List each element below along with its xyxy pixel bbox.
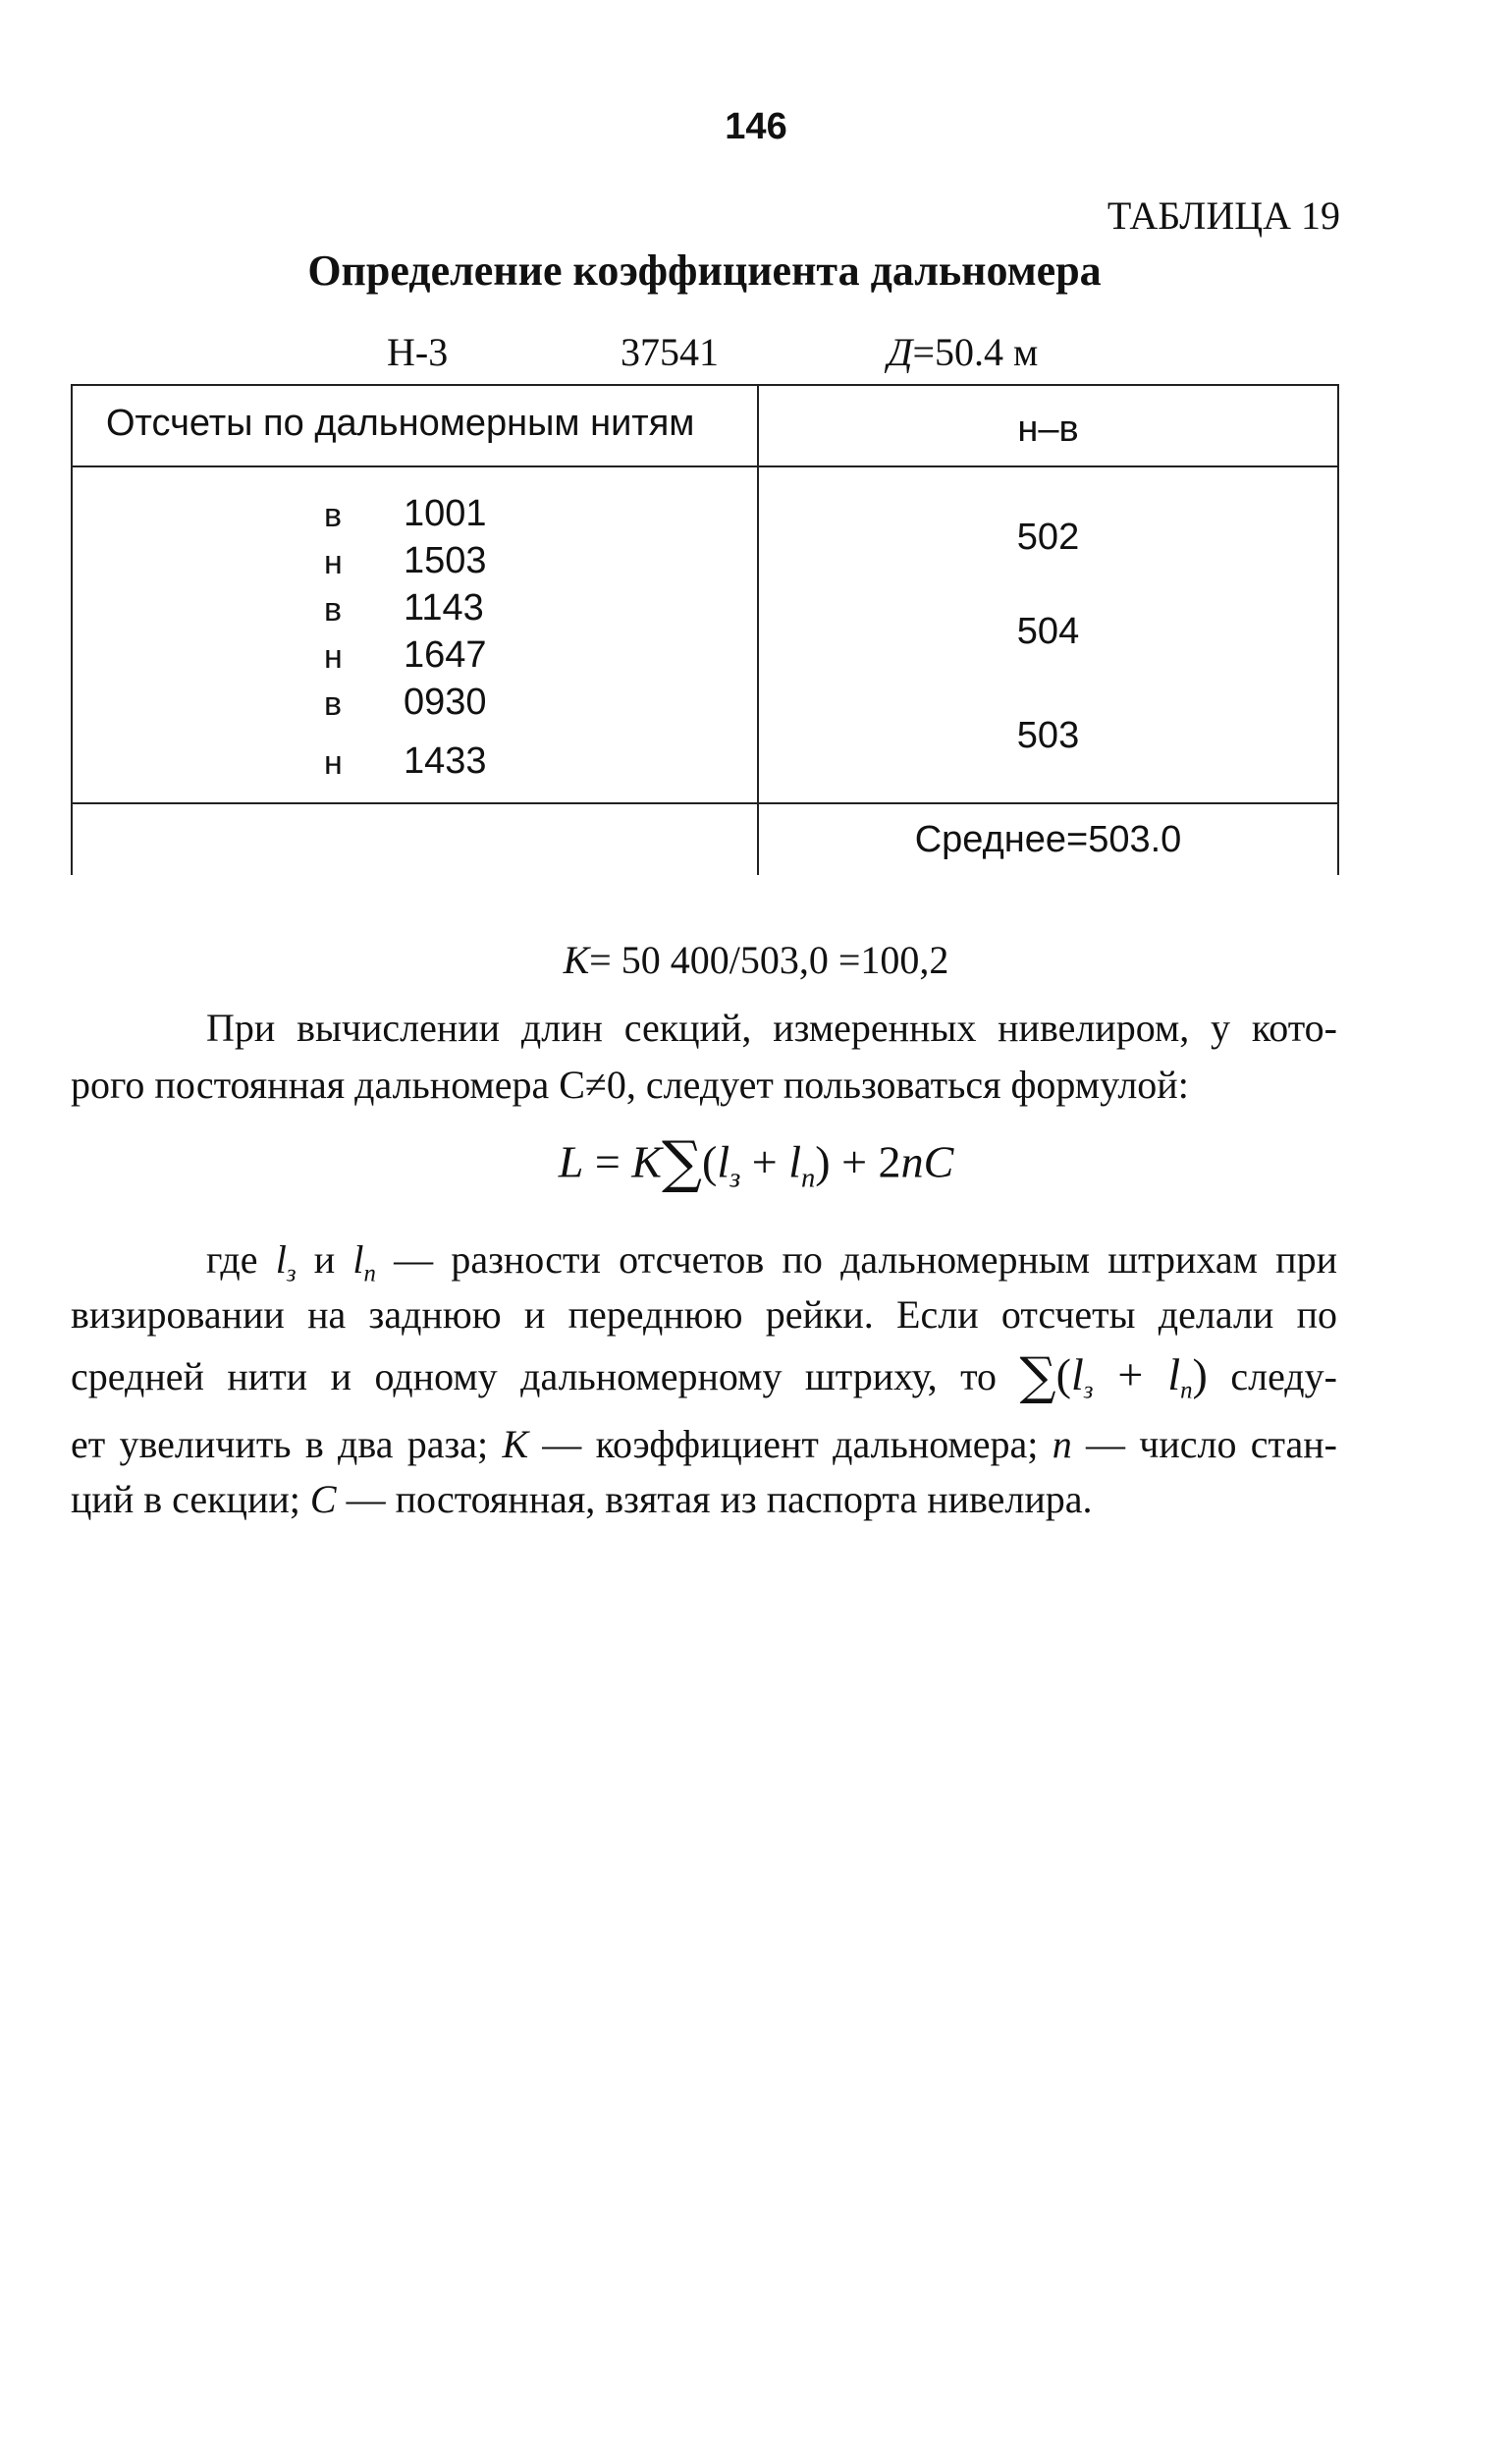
paragraph-line: визировании на заднюю и переднюю рейки. Если отсчеты делали по <box>71 1292 1337 1337</box>
reading-value: 1433 <box>404 740 487 782</box>
formula-lhs: L <box>558 1136 584 1187</box>
formula-l2: l <box>788 1136 802 1187</box>
subscript: п <box>363 1260 376 1287</box>
symbol-l: l <box>1167 1349 1181 1399</box>
symbol-n: п <box>1052 1422 1072 1466</box>
k-formula <box>0 937 1512 983</box>
formula-n: n <box>900 1136 924 1187</box>
table-right-rule <box>1337 384 1339 875</box>
symbol-c: С <box>309 1477 337 1521</box>
table-header-rule <box>71 465 1339 467</box>
difference-value: 503 <box>1016 715 1080 756</box>
reading-mark: в <box>324 685 343 723</box>
reading-mark: в <box>324 591 343 629</box>
formula-eq: = <box>583 1136 632 1187</box>
distance-symbol: Д <box>888 330 913 374</box>
instrument-serial: 37541 <box>621 330 719 374</box>
text-run: ций в секции; <box>71 1477 310 1521</box>
symbol-l: l <box>352 1237 364 1282</box>
reading-value: 1503 <box>404 540 487 581</box>
formula-k: K <box>631 1136 662 1187</box>
formula-c: C <box>923 1136 954 1187</box>
reading-mark: в <box>324 497 343 534</box>
difference-value: 502 <box>1016 517 1080 558</box>
table-left-rule <box>71 384 73 875</box>
formula-sub2: п <box>801 1163 816 1194</box>
text-run: + <box>1093 1349 1168 1399</box>
paragraph-line: рого постоянная дальномера С≠0, следует пользоваться формулой: <box>71 1063 1189 1107</box>
difference-value: 504 <box>1016 611 1080 652</box>
symbol-k: К <box>502 1422 529 1466</box>
sigma-symbol: ∑ <box>661 1129 703 1195</box>
formula-close: ) <box>815 1136 831 1187</box>
reading-value: 1143 <box>404 587 484 629</box>
paragraph-line <box>206 1233 1337 1286</box>
header-difference: н–в <box>1017 409 1079 450</box>
paren: ) <box>1192 1349 1208 1399</box>
text-run: — число стан- <box>1071 1422 1337 1466</box>
table-title: Определение коэффициента дальномера <box>307 246 1102 295</box>
text-run: средней нити и одному дальномерному штриху, то <box>71 1354 1020 1398</box>
k-symbol: К <box>563 938 590 982</box>
subscript: п <box>1180 1377 1193 1404</box>
formula-l1: l <box>717 1136 730 1187</box>
reading-value: 1001 <box>404 493 487 534</box>
length-formula <box>0 1129 1512 1195</box>
reading-value: 1647 <box>404 634 487 676</box>
reading-value: 0930 <box>404 682 487 723</box>
header-readings: Отсчеты по дальномерным нитям <box>106 403 695 444</box>
text-run: — разности отсчетов по дальномерным штрихам при <box>375 1237 1337 1282</box>
text-run: — коэффициент дальномера; <box>528 1422 1053 1466</box>
formula-sub1: з <box>729 1163 741 1194</box>
distance-value: =50.4 м <box>912 330 1039 374</box>
text-run: где <box>206 1237 276 1282</box>
k-expression: = 50 400/503,0 =100,2 <box>589 938 949 982</box>
paragraph-line <box>71 1418 1337 1471</box>
mean-value: Среднее=503.0 <box>914 819 1182 860</box>
paren: ( <box>1055 1349 1071 1399</box>
formula-open: ( <box>702 1136 718 1187</box>
paragraph-line <box>71 1473 1093 1526</box>
text-run: ет увеличить в два раза; <box>71 1422 503 1466</box>
symbol-l: l <box>1070 1349 1084 1399</box>
table-top-rule <box>71 384 1339 386</box>
paragraph-line: При вычислении длин секций, измеренных нивелиром, у кото- <box>206 1006 1337 1050</box>
text-run: и <box>296 1237 353 1282</box>
instrument-label: Н-3 <box>387 330 449 374</box>
reading-mark: н <box>324 544 343 581</box>
reading-mark: н <box>324 744 343 782</box>
symbol-l: l <box>275 1237 287 1282</box>
table-label: ТАБЛИЦА 19 <box>1107 193 1340 238</box>
text-run: следу- <box>1207 1354 1337 1398</box>
sigma-symbol: ∑ <box>1019 1347 1056 1407</box>
distance-label <box>888 329 1038 375</box>
paragraph-line <box>71 1347 1337 1407</box>
text-run: — постоянная, взятая из паспорта нивелира. <box>336 1477 1093 1521</box>
page-number: 146 <box>725 106 787 147</box>
formula-tail: + 2 <box>830 1136 901 1187</box>
subscript: з <box>1083 1377 1094 1404</box>
reading-mark: н <box>324 638 343 676</box>
table-body-rule <box>71 802 1339 804</box>
formula-plus: + <box>740 1136 789 1187</box>
subscript: з <box>286 1260 297 1287</box>
